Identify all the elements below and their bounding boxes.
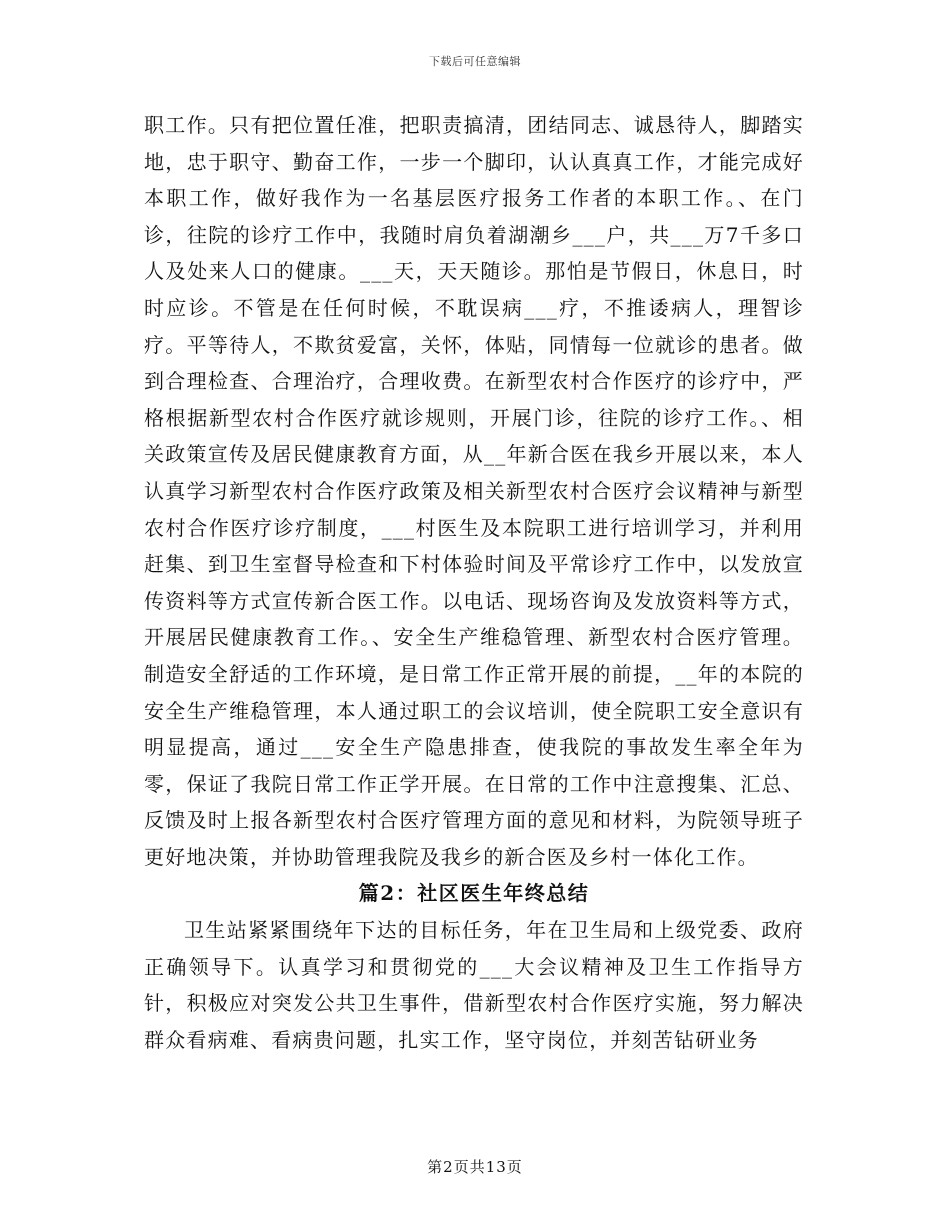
page-number: 第2页共13页	[427, 1158, 523, 1176]
document-body	[144, 107, 804, 1058]
body-paragraph: 卫生站紧紧围绕年下达的目标任务，年在卫生局和上级党委、政府正确领导下。认真学习和贯彻党的___大会议精神及卫生工作指导方针，积极应对突发公共卫生事件，借新型农村合作医疗实施，努力解决群众看病难、看病贵问题，扎实工作，坚守岗位，并刻苦钻研业务	[144, 918, 804, 1052]
section-title: 篇2：社区医生年终总结	[358, 881, 590, 906]
body-paragraph: 职工作。只有把位置任准，把职责搞清，团结同志、诚恳待人，脚踏实地，忠于职守、勤奋工作，一步一个脚印，认认真真工作，才能完成好本职工作，做好我作为一名基层医疗报务工作者的本职工作。、在门诊，往院的诊疗工作中，我随时肩负着湖潮乡___户，共___万7千多口人及处来人口的健康。___天，天天随诊。那怕是节假日，休息日，时时应诊。不管是在任何时候，不耽误病___疗，不推诿病人，理智诊疗。平等待人，不欺贫爱富，关怀，体贴，同情每一位就诊的患者。做到合理检查、合理治疗，合理收费。在新型农村合作医疗的诊疗中，严格根据新型农村合作医疗就诊规则，开展门诊，往院的诊疗工作。、相关政策宣传及居民健康教育方面，从__年新合医在我乡开展以来，本人认真学习新型农村合作医疗政策及相关新型农村合医疗会议精神与新型农村合作医疗诊疗制度，___村医生及本院职工进行培训学习，并利用赶集、到卫生室督导检查和下村体验时间及平常诊疗工作中，以发放宣传资料等方式宣传新合医工作。以电话、现场咨询及发放资料等方式，开展居民健康教育工作。、安全生产维稳管理、新型农村合医疗管理。制造安全舒适的工作环境，是日常工作正常开展的前提，__年的本院的安全生产维稳管理，本人通过职工的会议培训，使全院职工安全意识有明显提高，通过___安全生产隐患排查，使我院的事故发生率全年为零，保证了我院日常工作正学开展。在日常的工作中注意搜集、汇总、反馈及时上报各新型农村合医疗管理方面的意见和材料，为院领导班子更好地决策，并协助管理我院及我乡的新合医及乡村一体化工作。	[144, 113, 804, 869]
page-header-note: 下载后可任意编辑	[429, 55, 521, 68]
